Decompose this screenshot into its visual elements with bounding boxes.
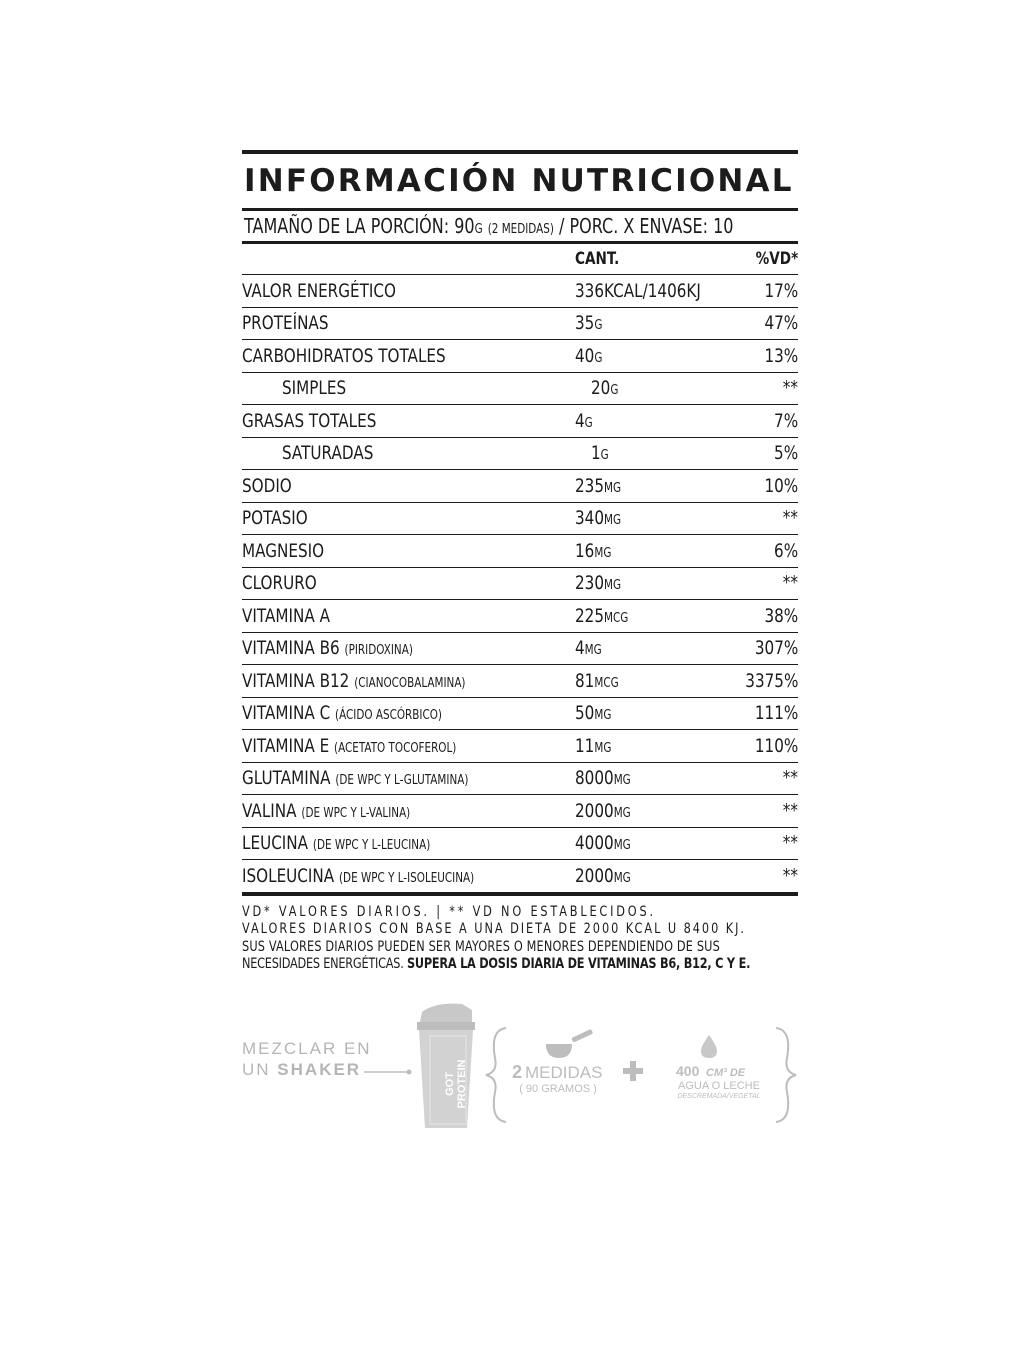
- nutrient-name-cell: [242, 800, 575, 822]
- nutrient-qty-wrap: [575, 800, 631, 822]
- nutrient-qty: 4: [575, 637, 585, 660]
- nutrient-vd: 5%: [773, 442, 798, 465]
- nutrient-qty-wrap: [575, 540, 611, 562]
- nutrient-unit: MG: [604, 480, 622, 496]
- nutrient-vd-cell: [725, 832, 798, 854]
- nutrient-name-wrap: [242, 280, 396, 302]
- nutrient-name-cell: [242, 410, 575, 432]
- table-row: [242, 698, 798, 731]
- nutrient-qty-wrap: [575, 735, 611, 757]
- mix-line-2-prefix: UN: [242, 1060, 271, 1079]
- nutrient-name: POTASIO: [242, 507, 308, 530]
- table-row: [242, 665, 798, 698]
- nutrient-qty: 4: [575, 409, 585, 432]
- nutrient-vd: 38%: [764, 604, 798, 627]
- nutrient-name: GLUTAMINA: [242, 767, 331, 790]
- nutrient-vd-cell: [725, 312, 798, 334]
- shaker-brand-2: PROTEIN: [456, 1059, 468, 1109]
- mix-line-1: MEZCLAR EN: [242, 1039, 372, 1058]
- nutrient-qty-wrap: [575, 865, 631, 887]
- nutrient-qty-wrap: [575, 605, 628, 627]
- nutrient-qty: 336KCAL/1406KJ: [575, 279, 701, 302]
- nutrient-vd: **: [782, 377, 798, 400]
- nutrient-name-cell: [242, 735, 575, 757]
- nutrient-name-cell: [242, 475, 575, 497]
- nutrient-name-cell: [242, 507, 575, 529]
- nutrient-qty: 50: [575, 702, 595, 725]
- shaker-icon: [417, 1004, 475, 1128]
- nutrient-vd: 13%: [764, 344, 798, 367]
- nutrient-vd: 3375%: [744, 669, 798, 692]
- nutrient-name-wrap: [242, 637, 413, 659]
- serving-unit: G: [474, 222, 483, 237]
- nutrient-unit: MCG: [604, 610, 629, 626]
- nutrient-qty-cell: [575, 670, 725, 692]
- nutrient-vd: **: [782, 864, 798, 887]
- nutrient-name-cell: [242, 605, 575, 627]
- nutrient-unit: MCG: [594, 675, 619, 691]
- nutrient-qty-cell: [575, 605, 725, 627]
- nutrient-name: VALINA: [242, 799, 297, 822]
- nutrient-vd-cell: [725, 800, 798, 822]
- plus-icon: [623, 1061, 643, 1081]
- mix-line-2-bold: SHAKER: [277, 1060, 362, 1079]
- table-row: [242, 438, 798, 471]
- nutrient-name-cell: [242, 865, 575, 887]
- table-row: [242, 405, 798, 438]
- nutrient-qty-cell: [575, 702, 725, 724]
- mix-graphic: [240, 1000, 800, 1130]
- nutrient-unit: MG: [594, 740, 612, 756]
- nutrient-qty-cell: [575, 410, 725, 432]
- nutrient-vd-cell: [725, 345, 798, 367]
- nutrient-qty: 230: [575, 572, 605, 595]
- nutrient-vd-cell: [725, 572, 798, 594]
- nutrition-panel: [242, 150, 798, 974]
- nutrient-qty: 1: [591, 442, 601, 465]
- nutrient-qty: 235: [575, 474, 605, 497]
- nutrient-qty: 40: [575, 344, 595, 367]
- pointer-dot: [407, 1070, 412, 1075]
- nutrient-source: (ÁCIDO ASCÓRBICO): [335, 708, 442, 724]
- nutrient-qty: 8000: [575, 767, 614, 790]
- nutrient-vd: 110%: [754, 734, 798, 757]
- nutrient-name: LEUCINA: [242, 832, 309, 855]
- nutrient-qty-wrap: [575, 702, 611, 724]
- nutrient-unit: MG: [613, 773, 631, 789]
- nutrient-vd: 47%: [764, 312, 798, 335]
- nutrient-qty-cell: [591, 377, 730, 399]
- nutrient-name-wrap: [242, 312, 328, 334]
- nutrient-vd-cell: [725, 540, 798, 562]
- nutrient-qty-cell: [575, 507, 725, 529]
- nutrient-name-wrap: [242, 735, 456, 757]
- footnote-line-2: VALORES DIARIOS CON BASE A UNA DIETA DE 2000 KCAL U 8400 KJ.: [242, 921, 746, 937]
- nutrient-vd: **: [782, 507, 798, 530]
- vd-header: %VD*: [755, 249, 798, 269]
- nutrient-unit: MG: [604, 513, 622, 529]
- table-row: [242, 730, 798, 763]
- liquid-label: AGUA O LECHE: [678, 1080, 760, 1092]
- table-header: [242, 244, 798, 275]
- table-row: [242, 828, 798, 861]
- nutrient-unit: G: [610, 383, 619, 399]
- table-row: [242, 535, 798, 568]
- bottom-rule: [242, 892, 798, 896]
- nutrient-name: CLORURO: [242, 572, 317, 595]
- nutrient-vd: 307%: [754, 637, 798, 660]
- liquid-amount: 400: [676, 1063, 700, 1079]
- nutrient-source: (DE WPC Y L-LEUCINA): [312, 838, 431, 854]
- nutrient-qty-wrap: [575, 312, 602, 334]
- nutrient-name-wrap: [242, 345, 446, 367]
- scoop-icon: [546, 1029, 593, 1058]
- nutrient-vd-cell: [725, 637, 798, 659]
- nutrient-name: VITAMINA B12: [242, 669, 350, 692]
- nutrient-source: (DE WPC Y L-ISOLEUCINA): [339, 870, 475, 886]
- nutrient-name: ISOLEUCINA: [242, 864, 335, 887]
- nutrient-qty-wrap: [575, 280, 701, 302]
- table-row: [242, 568, 798, 601]
- nutrient-qty-wrap: [575, 637, 602, 659]
- nutrient-qty-wrap: [575, 767, 631, 789]
- nutrient-qty-wrap: [575, 572, 621, 594]
- table-row: [242, 470, 798, 503]
- table-row: [242, 308, 798, 341]
- nutrient-name-cell: [242, 767, 575, 789]
- nutrient-source: (ACETATO TOCOFEROL): [334, 740, 457, 756]
- nutrient-unit: MG: [613, 805, 631, 821]
- nutrient-name: VITAMINA E: [242, 734, 330, 757]
- nutrient-unit: MG: [604, 578, 622, 594]
- nutrient-vd-cell: [725, 605, 798, 627]
- mixing-instructions: [240, 1000, 800, 1130]
- nutrient-name-cell: [242, 702, 575, 724]
- nutrient-name: VALOR ENERGÉTICO: [242, 279, 396, 302]
- nutrient-qty: 11: [575, 734, 595, 757]
- drop-icon: [701, 1035, 717, 1058]
- nutrient-vd-cell: [730, 377, 798, 399]
- nutrient-unit: MG: [613, 870, 631, 886]
- nutrient-qty-cell: [575, 637, 725, 659]
- nutrient-vd-cell: [725, 865, 798, 887]
- nutrient-vd: 111%: [754, 702, 798, 725]
- nutrient-qty-cell: [575, 345, 725, 367]
- scoops-label: MEDIDAS: [525, 1063, 603, 1082]
- nutrient-qty-wrap: [575, 832, 631, 854]
- nutrient-vd-cell: [725, 702, 798, 724]
- footnote-highlight: SUPERA LA DOSIS DIARIA DE VITAMINAS B6, B12, C Y E.: [406, 956, 751, 972]
- nutrient-qty: 81: [575, 669, 595, 692]
- nutrient-name: PROTEÍNAS: [242, 312, 329, 335]
- nutrient-name: VITAMINA C: [242, 702, 331, 725]
- nutrient-name: CARBOHIDRATOS TOTALES: [242, 344, 446, 367]
- nutrient-qty-wrap: [591, 442, 609, 464]
- liquid-unit: CM³ DE: [706, 1067, 746, 1079]
- nutrient-qty-cell: [575, 572, 725, 594]
- nutrient-name-wrap: [242, 767, 468, 789]
- nutrient-qty: 2000: [575, 799, 614, 822]
- nutrient-name-wrap: [282, 442, 373, 464]
- nutrient-qty: 16: [575, 539, 595, 562]
- nutrient-name: MAGNESIO: [242, 539, 325, 562]
- nutrient-qty: 340: [575, 507, 605, 530]
- nutrient-unit: MG: [584, 643, 602, 659]
- nutrient-qty-wrap: [575, 507, 621, 529]
- table-row: [242, 340, 798, 373]
- nutrient-unit: MG: [594, 708, 612, 724]
- nutrient-name: SODIO: [242, 474, 292, 497]
- nutrient-qty-cell: [575, 280, 725, 302]
- nutrient-name-wrap: [242, 832, 430, 854]
- nutrient-source: (DE WPC Y L-GLUTAMINA): [335, 773, 469, 789]
- nutrient-vd-cell: [725, 507, 798, 529]
- nutrient-qty-wrap: [575, 410, 593, 432]
- nutrient-qty-wrap: [575, 670, 619, 692]
- nutrient-qty-wrap: [591, 377, 618, 399]
- nutrient-name-cell: [242, 572, 575, 594]
- table-row: [242, 860, 798, 892]
- footnote-line-1: VD* VALORES DIARIOS. | ** VD NO ESTABLECIDOS.: [242, 903, 656, 920]
- nutrient-name-wrap: [242, 507, 308, 529]
- nutrient-name-wrap: [282, 377, 346, 399]
- nutrient-vd-cell: [725, 475, 798, 497]
- table-row: [242, 373, 798, 406]
- nutrient-vd-cell: [725, 410, 798, 432]
- nutrient-name: VITAMINA B6: [242, 637, 340, 660]
- nutrient-qty-wrap: [575, 345, 602, 367]
- nutrient-name-wrap: [242, 800, 410, 822]
- nutrient-name-cell: [242, 637, 575, 659]
- nutrient-name-wrap: [242, 670, 466, 692]
- nutrient-vd: 6%: [773, 539, 798, 562]
- nutrient-name-wrap: [242, 475, 292, 497]
- nutrient-source: (CIANOCOBALAMINA): [354, 675, 466, 691]
- table-row: [242, 763, 798, 796]
- nutrient-name-wrap: [242, 540, 324, 562]
- brace-left-icon: [486, 1028, 506, 1122]
- table-row: [242, 503, 798, 536]
- serving-prefix: TAMAÑO DE LA PORCIÓN: 90: [244, 214, 475, 238]
- nutrient-vd-cell: [725, 670, 798, 692]
- nutrient-name: SATURADAS: [282, 442, 374, 465]
- nutrient-name-cell: [242, 670, 575, 692]
- nutrient-qty-cell: [591, 442, 730, 464]
- nutrient-vd: **: [782, 832, 798, 855]
- nutrient-unit: MG: [613, 838, 631, 854]
- nutrient-unit: G: [600, 448, 609, 464]
- serving-suffix: / PORC. X ENVASE: 10: [559, 214, 734, 238]
- qty-header: CANT.: [575, 249, 620, 269]
- nutrient-qty: 35: [575, 312, 595, 335]
- nutrient-vd-cell: [725, 735, 798, 757]
- nutrient-qty-cell: [575, 767, 725, 789]
- brace-right-icon: [776, 1028, 796, 1122]
- nutrient-qty-cell: [575, 832, 725, 854]
- nutrient-vd: **: [782, 572, 798, 595]
- liquid-type: DESCREMADA/VEGETAL: [677, 1093, 761, 1100]
- nutrient-name-wrap: [242, 572, 317, 594]
- nutrient-vd: **: [782, 767, 798, 790]
- nutrient-name-wrap: [242, 605, 330, 627]
- nutrient-vd-cell: [725, 280, 798, 302]
- shaker-brand-1: GOT: [444, 1072, 456, 1096]
- nutrient-name-cell: [242, 280, 575, 302]
- nutrient-qty-cell: [575, 865, 725, 887]
- nutrient-name: GRASAS TOTALES: [242, 409, 377, 432]
- table-row: [242, 275, 798, 308]
- table-row: [242, 600, 798, 633]
- nutrient-source: (DE WPC Y L-VALINA): [301, 805, 411, 821]
- nutrient-name: VITAMINA A: [242, 604, 330, 627]
- nutrient-rows: [242, 275, 798, 892]
- nutrient-unit: G: [594, 318, 603, 334]
- nutrient-vd: **: [782, 799, 798, 822]
- nutrient-qty: 225: [575, 604, 605, 627]
- scoops-number: 2: [512, 1062, 523, 1082]
- nutrient-name-cell: [242, 540, 575, 562]
- nutrient-name-cell: [242, 345, 575, 367]
- nutrient-qty-cell: [575, 800, 725, 822]
- table-row: [242, 795, 798, 828]
- nutrient-name-cell: [242, 312, 575, 334]
- nutrient-vd: 10%: [764, 474, 798, 497]
- nutrient-unit: MG: [594, 545, 612, 561]
- panel-title: INFORMACIÓN NUTRICIONAL: [244, 163, 794, 199]
- footnote: [242, 904, 798, 974]
- nutrient-vd-cell: [730, 442, 798, 464]
- table-row: [242, 633, 798, 666]
- nutrient-source: (PIRIDOXINA): [344, 643, 413, 659]
- nutrient-name-cell: [242, 377, 591, 399]
- nutrient-qty-cell: [575, 312, 725, 334]
- nutrient-name-cell: [242, 832, 575, 854]
- nutrient-qty: 2000: [575, 864, 614, 887]
- nutrient-unit: G: [594, 350, 603, 366]
- nutrient-qty: 4000: [575, 832, 614, 855]
- footnote-line-4: [242, 956, 751, 974]
- nutrient-qty-cell: [575, 540, 725, 562]
- nutrient-unit: G: [584, 415, 593, 431]
- nutrient-name: SIMPLES: [282, 377, 347, 400]
- footnote-line-3: SUS VALORES DIARIOS PUEDEN SER MAYORES O MENORES DEPENDIENDO DE SUS: [242, 938, 720, 955]
- nutrient-qty-wrap: [575, 475, 621, 497]
- nutrient-name-wrap: [242, 865, 474, 887]
- nutrient-name-wrap: [242, 702, 442, 724]
- nutrient-qty: 20: [591, 377, 611, 400]
- nutrient-name-wrap: [242, 410, 376, 432]
- scoops-grams: ( 90 GRAMOS ): [519, 1083, 597, 1095]
- nutrient-vd: 7%: [773, 409, 798, 432]
- nutrient-name-cell: [242, 442, 591, 464]
- serving-size: [244, 211, 734, 241]
- nutrient-vd: 17%: [764, 279, 798, 302]
- serving-measures: (2 MEDIDAS): [487, 222, 554, 237]
- nutrient-qty-cell: [575, 735, 725, 757]
- nutrient-vd-cell: [725, 767, 798, 789]
- footnote-line-4-text: NECESIDADES ENERGÉTICAS.: [242, 956, 404, 972]
- nutrient-qty-cell: [575, 475, 725, 497]
